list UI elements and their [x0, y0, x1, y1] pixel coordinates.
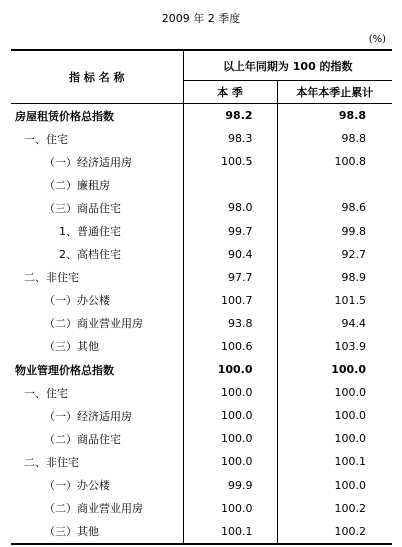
table-row — [11, 450, 392, 473]
row-year-to-date-value: 100.8 — [277, 150, 392, 173]
row-indicator-name: （三）其他 — [11, 520, 183, 544]
table-row — [11, 497, 392, 520]
row-indicator-name: 二、非住宅 — [24, 455, 79, 469]
row-indicator-name: 一、住宅 — [24, 386, 68, 400]
row-year-to-date-value: 98.8 — [277, 104, 392, 128]
row-this-quarter-value: 93.8 — [183, 312, 277, 335]
table-row — [11, 312, 392, 335]
table-row — [11, 196, 392, 219]
row-year-to-date-value: 100.1 — [277, 450, 392, 473]
row-indicator-name: （一）办公楼 — [44, 294, 110, 308]
table-row — [11, 266, 392, 289]
row-this-quarter-value: 100.0 — [183, 427, 277, 450]
row-this-quarter-value: 99.9 — [183, 474, 277, 497]
table-row — [11, 127, 392, 150]
row-year-to-date-value: 100.0 — [277, 474, 392, 497]
row-this-quarter-value: 99.7 — [183, 219, 277, 242]
row-year-to-date-value: 99.8 — [277, 219, 392, 242]
row-this-quarter-value: 98.0 — [183, 196, 277, 219]
row-year-to-date-value: 94.4 — [277, 312, 392, 335]
row-indicator-name: 1、普通住宅 — [59, 225, 121, 239]
row-this-quarter-value: 100.1 — [183, 520, 277, 544]
table-row — [11, 104, 392, 128]
row-this-quarter-value: 100.0 — [183, 404, 277, 427]
table-caption: 2009 年 2 季度 — [161, 12, 241, 25]
row-this-quarter-value: 100.0 — [183, 450, 277, 473]
row-indicator-name: （三）其他 — [44, 340, 99, 354]
row-year-to-date-value: 100.0 — [277, 358, 392, 381]
row-this-quarter-value: 98.3 — [183, 127, 277, 150]
row-indicator-name: （二）商品住宅 — [44, 432, 121, 446]
row-year-to-date-value: 100.2 — [277, 520, 392, 544]
row-year-to-date-value: 100.0 — [277, 381, 392, 404]
row-indicator-name: （一）经济适用房 — [44, 409, 132, 423]
table-row — [11, 173, 392, 196]
table-row — [11, 219, 392, 242]
table-row — [11, 335, 392, 358]
row-indicator-name: 房屋租赁价格总指数 — [15, 109, 114, 123]
row-this-quarter-value — [183, 173, 277, 196]
row-indicator-name: （二）商业营业用房 — [44, 502, 143, 516]
row-this-quarter-value: 98.2 — [183, 104, 277, 128]
row-this-quarter-value: 90.4 — [183, 243, 277, 266]
header-this-quarter: 本 季 — [183, 81, 277, 104]
row-year-to-date-value: 98.6 — [277, 196, 392, 219]
row-year-to-date-value: 92.7 — [277, 243, 392, 266]
row-this-quarter-value: 97.7 — [183, 266, 277, 289]
row-year-to-date-value: 100.0 — [277, 427, 392, 450]
row-indicator-name: 2、高档住宅 — [59, 248, 121, 262]
table-row — [11, 474, 392, 497]
table-header — [11, 50, 392, 104]
row-this-quarter-value: 100.0 — [183, 381, 277, 404]
row-year-to-date-value: 100.2 — [277, 497, 392, 520]
table-row — [11, 427, 392, 450]
table-row — [11, 520, 392, 544]
row-indicator-name: （一）办公楼 — [44, 479, 110, 493]
row-year-to-date-value: 100.0 — [277, 404, 392, 427]
row-year-to-date-value: 103.9 — [277, 335, 392, 358]
table-row — [11, 150, 392, 173]
row-indicator-name: 二、非住宅 — [24, 271, 79, 285]
row-indicator-name: （二）商业营业用房 — [44, 317, 143, 331]
row-this-quarter-value: 100.0 — [183, 497, 277, 520]
header-year-to-date: 本年本季止累计 — [277, 81, 392, 104]
row-indicator-name: （三）商品住宅 — [44, 201, 121, 215]
price-index-table — [11, 49, 392, 545]
table-row — [11, 289, 392, 312]
header-indicator-name: 指 标 名 称 — [69, 71, 125, 84]
table-row — [11, 358, 392, 381]
row-this-quarter-value: 100.0 — [183, 358, 277, 381]
row-year-to-date-value: 101.5 — [277, 289, 392, 312]
table-row — [11, 381, 392, 404]
row-year-to-date-value — [277, 173, 392, 196]
row-this-quarter-value: 100.7 — [183, 289, 277, 312]
row-indicator-name: 物业管理价格总指数 — [15, 363, 114, 377]
header-index-group: 以上年同期为 100 的指数 — [183, 50, 392, 81]
row-indicator-name: （一）经济适用房 — [44, 155, 132, 169]
row-indicator-name: 一、住宅 — [24, 132, 68, 146]
row-year-to-date-value: 98.9 — [277, 266, 392, 289]
unit-label: (%) — [368, 34, 386, 45]
row-this-quarter-value: 100.5 — [183, 150, 277, 173]
table-row — [11, 404, 392, 427]
row-this-quarter-value: 100.6 — [183, 335, 277, 358]
row-year-to-date-value: 98.8 — [277, 127, 392, 150]
row-indicator-name: （二）廉租房 — [44, 178, 110, 192]
table-row — [11, 243, 392, 266]
table-body — [11, 104, 392, 544]
